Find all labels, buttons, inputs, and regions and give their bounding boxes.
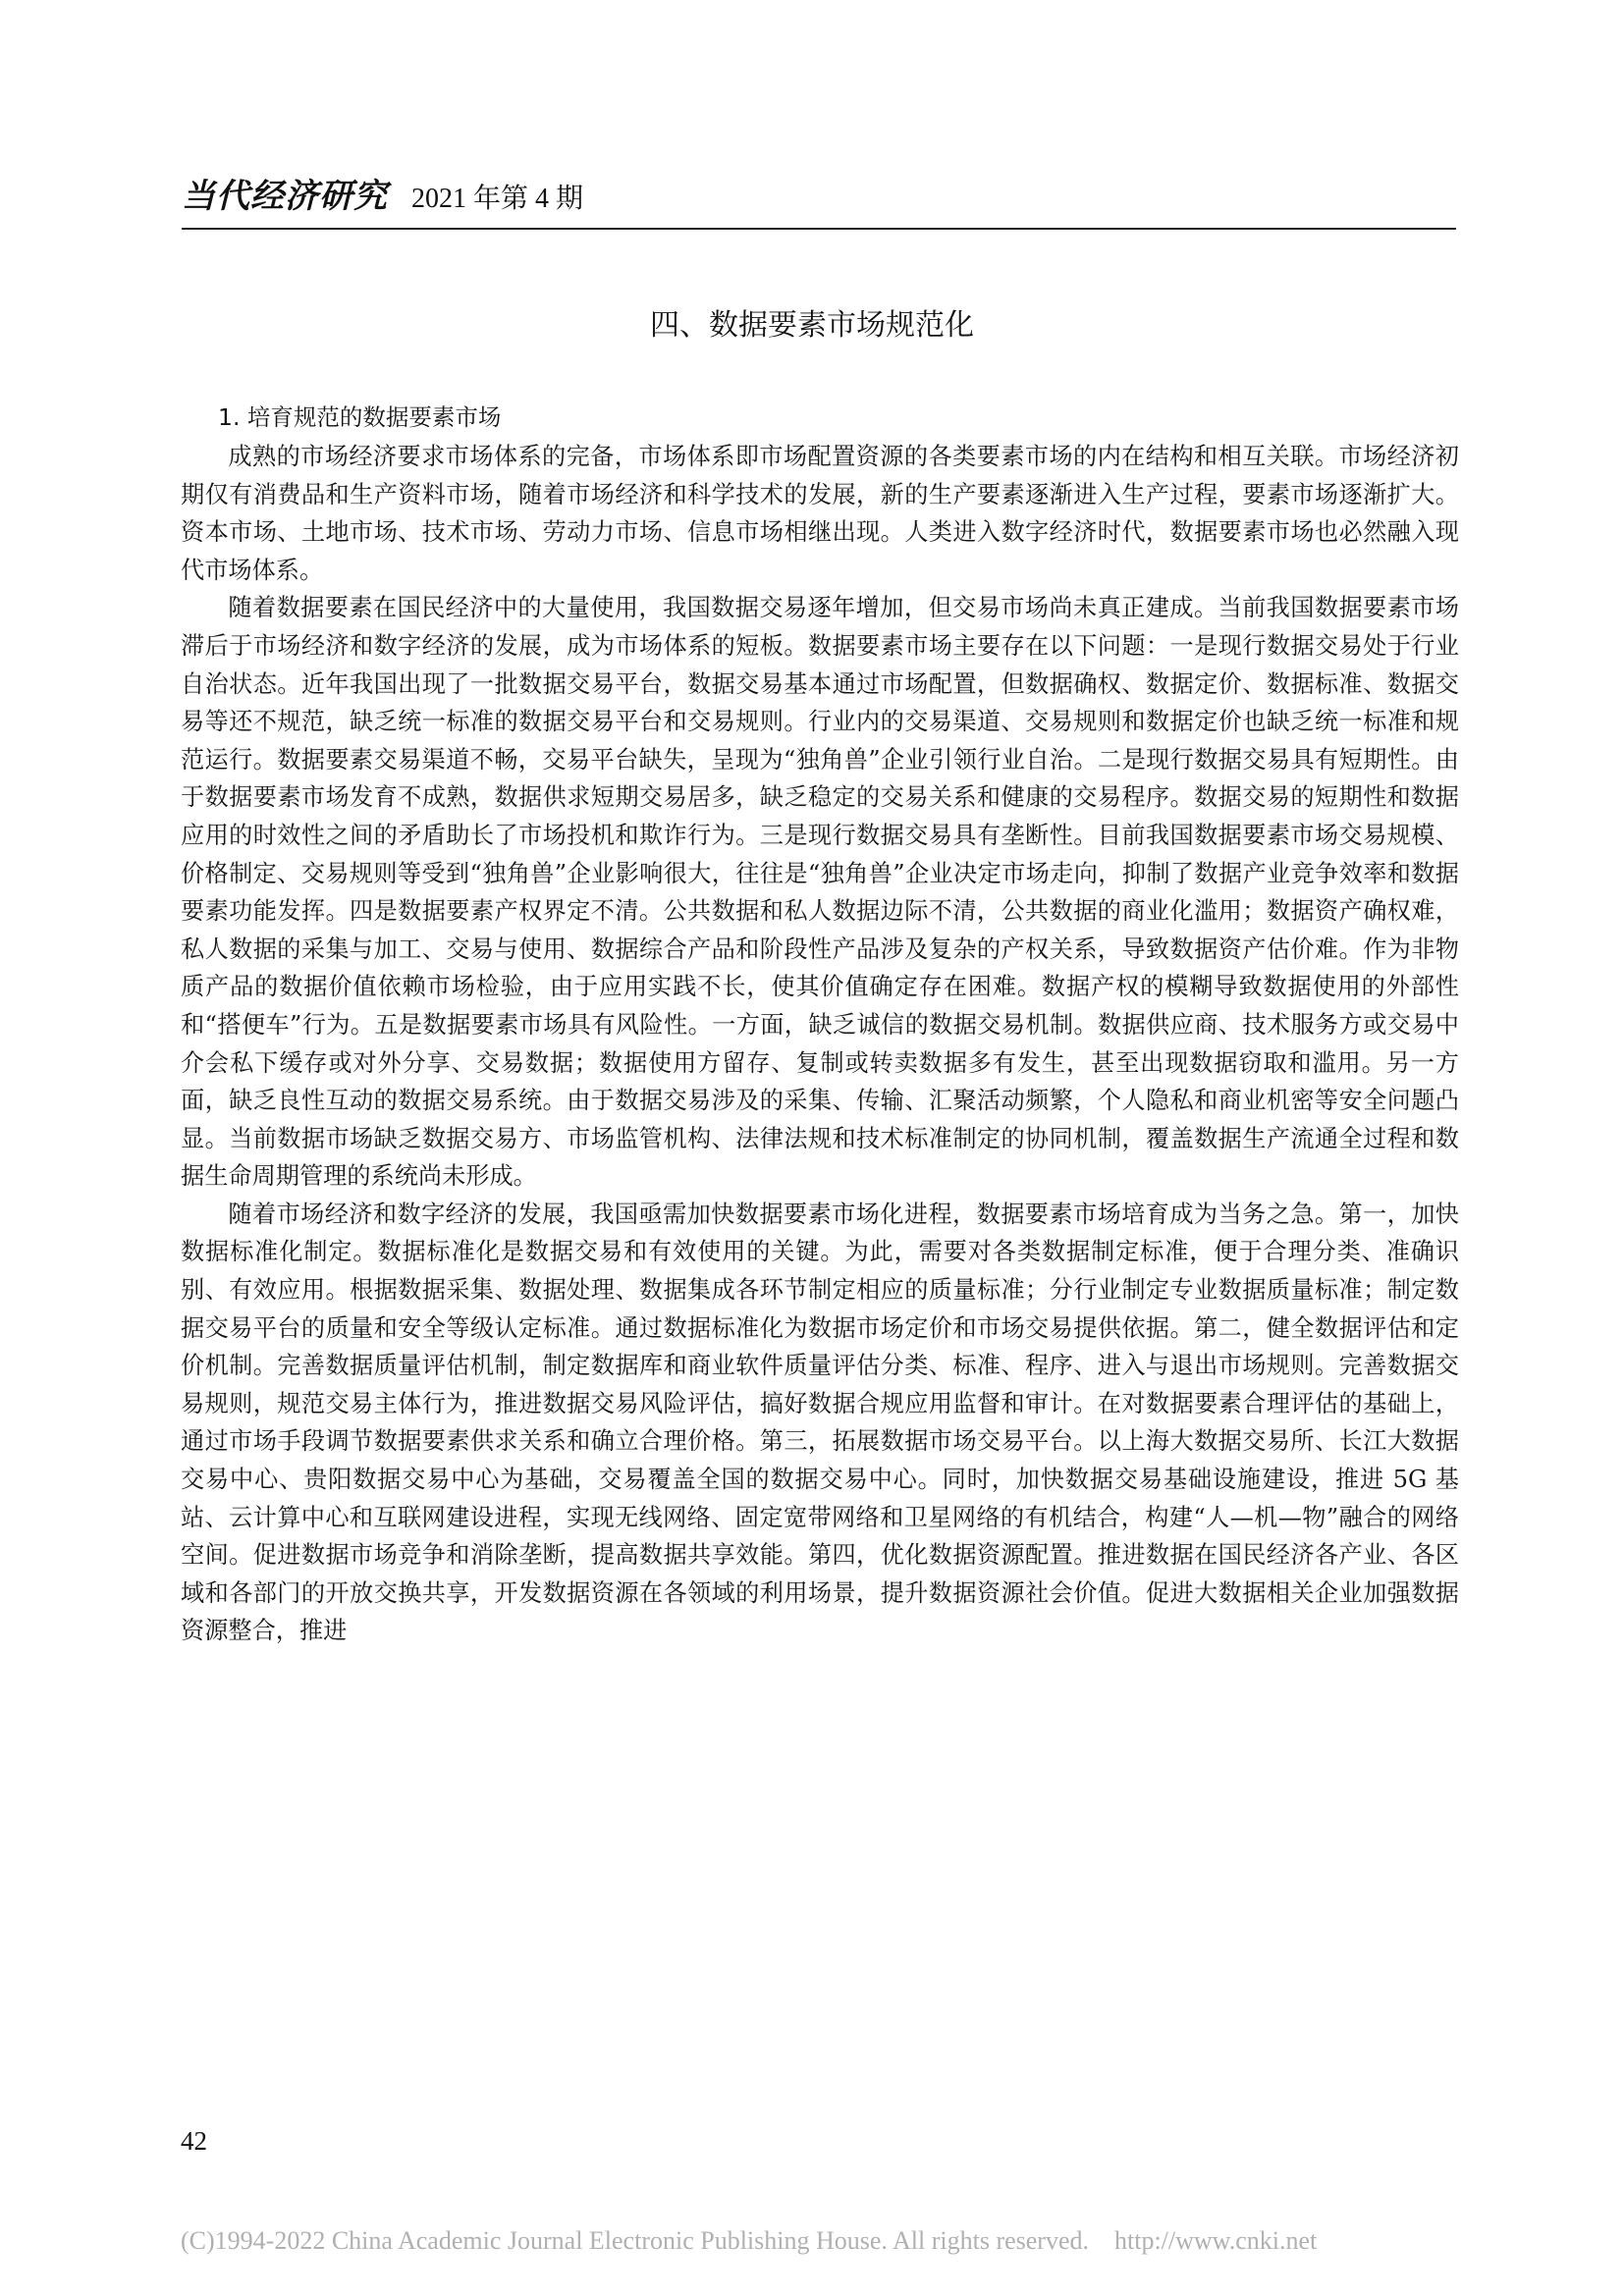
journal-name: 当代经济研究 [182, 177, 388, 216]
article-body [181, 438, 1459, 1650]
running-header [182, 165, 1458, 224]
page-number: 42 [181, 2126, 207, 2156]
issue-label: 2021 年第 4 期 [411, 184, 584, 214]
subheading: 1. 培育规范的数据要素市场 [218, 403, 502, 431]
paragraph: 随着数据要素在国民经济中的大量使用，我国数据交易逐年增加，但交易市场尚未真正建成。当前我国数据要素市场滞后于市场经济和数字经济的发展，成为市场体系的短板。数据要素市场主要存在以下问题：一是现行数据交易处于行业自治状态。近年我国出现了一批数据交易平台，数据交易基本通过市场配置，但数据确权、数据定价、数据标准、数据交易等还不规范，缺乏统一标准的数据交易平台和交易规则。行业内的交易渠道、交易规则和数据定价也缺乏统一标准和规范运行。数据要素交易渠道不畅，交易平台缺失，呈现为“独角兽”企业引领行业自治。二是现行数据交易具有短期性。由于数据要素市场发育不成熟，数据供求短期交易居多，缺乏稳定的交易关系和健康的交易程序。数据交易的短期性和数据应用的时效性之间的矛盾助长了市场投机和欺诈行为。三是现行数据交易具有垄断性。目前我国数据要素市场交易规模、价格制定、交易规则等受到“独角兽”企业影响很大，往往是“独角兽”企业决定市场走向，抑制了数据产业竞争效率和数据要素功能发挥。四是数据要素产权界定不清。公共数据和私人数据边际不清，公共数据的商业化滥用；数据资产确权难，私人数据的采集与加工、交易与使用、数据综合产品和阶段性产品涉及复杂的产权关系，导致数据资产估价难。作为非物质产品的数据价值依赖市场检验，由于应用实践不长，使其价值确定存在困难。数据产权的模糊导致数据使用的外部性和“搭便车”行为。五是数据要素市场具有风险性。一方面，缺乏诚信的数据交易机制。数据供应商、技术服务方或交易中介会私下缓存或对外分享、交易数据；数据使用方留存、复制或转卖数据多有发生，甚至出现数据窃取和滥用。另一方面，缺乏良性互动的数据交易系统。由于数据交易涉及的采集、传输、汇聚活动频繁，个人隐私和商业机密等安全问题凸显。当前数据市场缺乏数据交易方、市场监管机构、法律法规和技术标准制定的协同机制，覆盖数据生产流通全过程和数据生命周期管理的系统尚未形成。 [181, 594, 1459, 1191]
section-title: 四、数据要素市场规范化 [650, 308, 974, 343]
header-rule [182, 228, 1456, 230]
paragraph: 成熟的市场经济要求市场体系的完备，市场体系即市场配置资源的各类要素市场的内在结构和相互关联。市场经济初期仅有消费品和生产资料市场，随着市场经济和科学技术的发展，新的生产要素逐渐进入生产过程，要素市场逐渐扩大。资本市场、土地市场、技术市场、劳动力市场、信息市场相继出现。人类进入数字经济时代，数据要素市场也必然融入现代市场体系。 [181, 443, 1459, 584]
paragraph: 随着市场经济和数字经济的发展，我国亟需加快数据要素市场化进程，数据要素市场培育成为当务之急。第一，加快数据标准化制定。数据标准化是数据交易和有效使用的关键。为此，需要对各类数据制定标准，便于合理分类、准确识别、有效应用。根据数据采集、数据处理、数据集成各环节制定相应的质量标准；分行业制定专业数据质量标准；制定数据交易平台的质量和安全等级认定标准。通过数据标准化为数据市场定价和市场交易提供依据。第二，健全数据评估和定价机制。完善数据质量评估机制，制定数据库和商业软件质量评估分类、标准、程序、进入与退出市场规则。完善数据交易规则，规范交易主体行为，推进数据交易风险评估，搞好数据合规应用监督和审计。在对数据要素合理评估的基础上，通过市场手段调节数据要素供求关系和确立合理价格。第三，拓展数据市场交易平台。以上海大数据交易所、长江大数据交易中心、贵阳数据交易中心为基础，交易覆盖全国的数据交易中心。同时，加快数据交易基础设施建设，推进 5G 基站、云计算中心和互联网建设进程，实现无线网络、固定宽带网络和卫星网络的有机结合，构建“人—机—物”融合的网络空间。促进数据市场竞争和消除垄断，提高数据共享效能。第四，优化数据资源配置。推进数据在国民经济各产业、各区域和各部门的开放交换共享，开发数据资源在各领域的利用场景，提升数据资源社会价值。促进大数据相关企业加强数据资源整合，推进 [181, 1200, 1459, 1645]
copyright-footer: (C)1994-2022 China Academic Journal Electronic Publishing House. All rights reserved. http://www.cnki.net [181, 2226, 1318, 2255]
